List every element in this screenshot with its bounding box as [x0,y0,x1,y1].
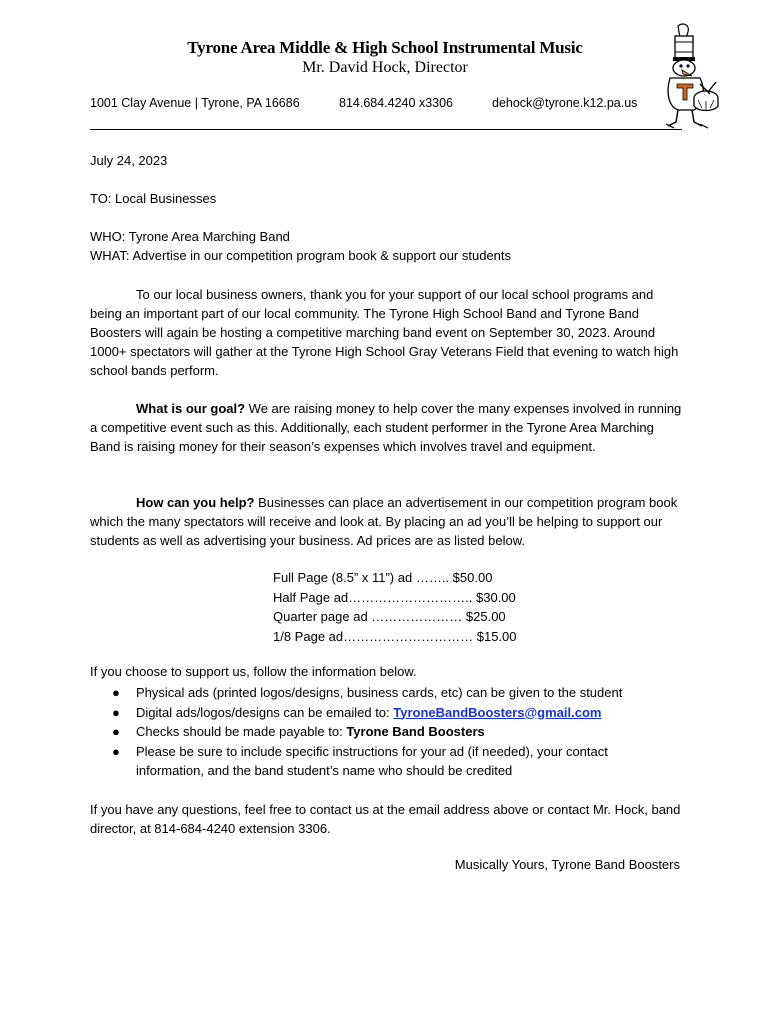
price-quarter-page: Quarter page ad ………………… $25.00 [273,609,506,624]
bullet-icon: ● [112,685,120,700]
list-item: ● Please be sure to include specific instructions for your ad (if needed), your contact information, and the band student’s name who should be credited [112,743,608,778]
goal-heading: What is our goal? [136,401,246,416]
recipient-line: TO: Local Businesses [90,191,217,206]
ad-price-list [273,568,517,646]
help-paragraph [90,493,682,550]
closing-paragraph [90,800,682,838]
goal-paragraph [90,399,682,456]
signature: Musically Yours, Tyrone Band Boosters [454,857,680,872]
price-half-page: Half Page ad……………………….. $30.00 [273,589,516,605]
who-line: WHO: Tyrone Area Marching Band [90,229,290,244]
letterhead-title: Tyrone Area Middle & High School Instrumental Music [187,38,583,57]
mascot-icon [648,22,724,134]
bullet-icon: ● [112,704,120,720]
intro-paragraph [90,285,682,380]
price-full-page: Full Page (8.5” x 11”) ad …….. $50.00 [273,570,493,585]
letterhead-subtitle: Mr. David Hock, Director [302,59,468,76]
address: 1001 Clay Avenue | Tyrone, PA 16686 [90,96,300,110]
support-intro: If you choose to support us, follow the information below. [90,664,417,679]
bullet-icon: ● [112,724,120,739]
phone: 814.684.4240 x3306 [339,96,453,110]
header-divider [90,129,682,130]
header-email: dehock@tyrone.k12.pa.us [492,96,638,110]
goal-text: We are raising money to help cover the many expenses involved in running a competitive event such as this. Additionally, each student performer in the Tyrone Area Marching Band is raising money for their season’s expenses which involves travel and equipment. [90,401,682,454]
bullet-icon: ● [112,743,120,759]
list-item: ● Checks should be made payable to: Tyrone Band Boosters [106,722,666,742]
letter-date: July 24, 2023 [90,153,168,168]
list-item: ● Physical ads (printed logos/designs, business cards, etc) can be given to the student [106,683,666,703]
closing-text: If you have any questions, feel free to contact us at the email address above or contact Mr. Hock, band director, at 814-684-4240 extension 3306. [90,802,681,836]
support-instructions-list [106,683,666,781]
list-item: ● Digital ads/logos/designs can be emailed to: TyroneBandBoosters@gmail.com [106,703,666,723]
help-heading: How can you help? [136,495,255,510]
price-eighth-page: 1/8 Page ad………………………… $15.00 [273,628,517,644]
payee-name: Tyrone Band Boosters [346,724,485,739]
boosters-email-link[interactable]: TyroneBandBoosters@gmail.com [393,704,602,720]
help-text: Businesses can place an advertisement in our competition program book which the many spectators will receive and look at. By placing an ad you’ll be helping to support our students as well as advertising your business. Ad prices are as listed below. [90,495,678,548]
intro-text: To our local business owners, thank you for your support of our local school programs and being an important part of our local community. The Tyrone High School Band and Tyrone Band Boosters will again be hosting a competitive marching band event on September 30, 2023. Around 1000+ spectators will gather at the Tyrone High School Gray Veterans Field that evening to watch high school bands perform. [90,287,679,378]
what-line: WHAT: Advertise in our competition program book & support our students [90,248,512,263]
